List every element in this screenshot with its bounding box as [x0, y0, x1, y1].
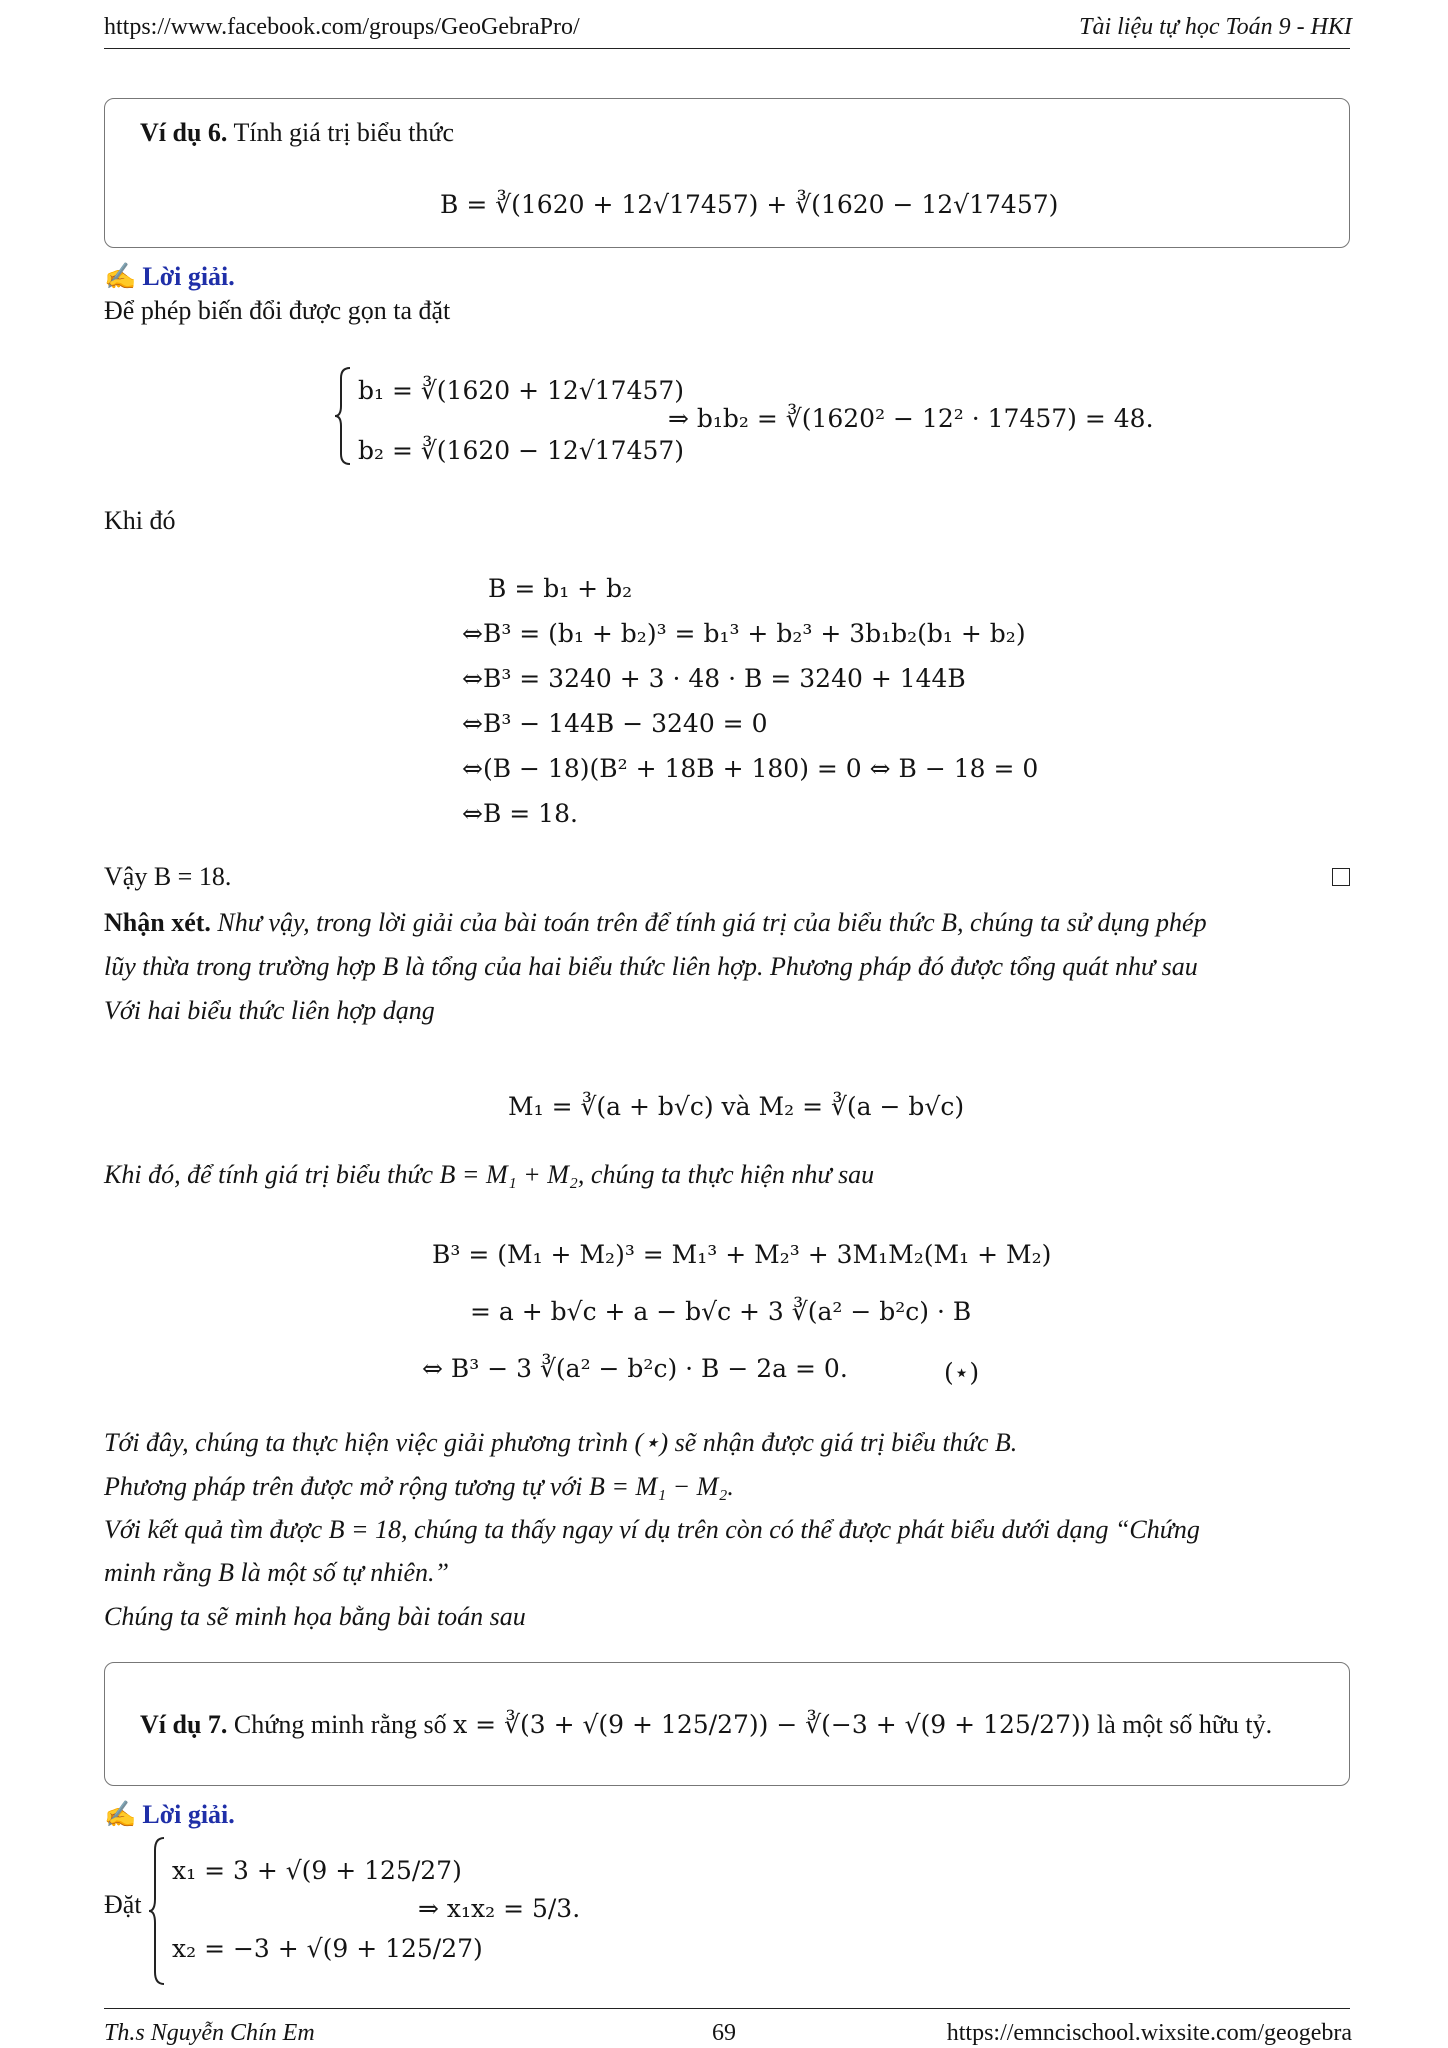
remark-after-2: Phương pháp trên được mở rộng tương tự với B = M₁ − M₂. [104, 1472, 734, 1501]
header-url[interactable]: https://www.facebook.com/groups/GeoGebraPro/ [104, 14, 580, 40]
b2-definition: b₂ = ∛(1620 − 12√17457) [358, 436, 685, 465]
conjugate-pair: M₁ = ∛(a + b√c) và M₂ = ∛(a − b√c) [508, 1092, 965, 1121]
pen-icon: ✍ [104, 1800, 137, 1829]
derivation-step: B = b₁ + b₂ [488, 574, 633, 603]
remark-after-1: Tới đây, chúng ta thực hiện việc giải phương trình (⋆) sẽ nhận được giá trị biểu thức B. [104, 1428, 1018, 1457]
header-rule [104, 48, 1350, 49]
example-7-tail: là một số hữu tỷ. [1097, 1710, 1273, 1739]
solution-6-label: Lời giải. [142, 262, 235, 291]
general-eq: B³ = (M₁ + M₂)³ = M₁³ + M₂³ + 3M₁M₂(M₁ + M₂) [432, 1240, 1052, 1269]
example-7-text: Chứng minh rằng số [233, 1710, 447, 1739]
solution-7-heading [104, 1800, 235, 1830]
remark-line-2: lũy thừa trong trường hợp B là tổng của hai biểu thức liên hợp. Phương pháp đó được tổng quát như sau [104, 952, 1198, 981]
example-6-formula: B = ∛(1620 + 12√17457) + ∛(1620 − 12√17457) [440, 190, 1059, 219]
remark-after-4: minh rằng B là một số tự nhiên.” [104, 1558, 449, 1587]
example-6-label: Ví dụ 6. [140, 118, 228, 147]
remark-label: Nhận xét. [104, 908, 211, 937]
derivation-step: ⇔B³ = 3240 + 3 · 48 · B = 3240 + 144B [462, 664, 966, 693]
remark-after-3: Với kết quả tìm được B = 18, chúng ta thấy ngay ví dụ trên còn có thể được phát biểu dưới dạng “Chứng [104, 1515, 1200, 1544]
page-number: 69 [712, 2020, 736, 2046]
derivation-step: ⇔(B − 18)(B² + 18B + 180) = 0 ⇔ B − 18 = 0 [462, 754, 1039, 783]
footer-site[interactable]: https://emncischool.wixsite.com/geogebra [946, 2020, 1352, 2046]
x1x2-product: ⇒ x₁x₂ = 5/3. [418, 1894, 581, 1923]
set-word: Đặt [104, 1890, 142, 1919]
derivation [462, 566, 1038, 836]
example-7-label: Ví dụ 7. [140, 1710, 228, 1739]
example-7-formula: x = ∛(3 + √(9 + 125/27)) − ∛(−3 + √(9 + 125/27)) [453, 1710, 1091, 1739]
qed-square-icon [1332, 868, 1350, 886]
solution-6-heading [104, 262, 235, 292]
star-tag: (⋆) [944, 1358, 980, 1387]
remark-line-1 [104, 908, 1354, 938]
derivation-step: ⇔B³ = (b₁ + b₂)³ = b₁³ + b₂³ + 3b₁b₂(b₁ + b₂) [462, 619, 1026, 648]
footer-rule [104, 2008, 1350, 2009]
pen-icon: ✍ [104, 262, 137, 291]
remark-line-4: Khi đó, để tính giá trị biểu thức B = M₁ + M₂, chúng ta thực hiện như sau [104, 1160, 875, 1189]
derivation-step: ⇔B = 18. [462, 799, 578, 828]
b1b2-product: ⇒ b₁b₂ = ∛(1620² − 12² · 17457) = 48. [668, 404, 1154, 433]
general-eq: = a + b√c + a − b√c + 3 ∛(a² − b²c) · B [470, 1297, 972, 1326]
remark-after-5: Chúng ta sẽ minh họa bằng bài toán sau [104, 1602, 526, 1631]
remark-line-3: Với hai biểu thức liên hợp dạng [104, 996, 435, 1025]
general-eq: ⇔ B³ − 3 ∛(a² − b²c) · B − 2a = 0. [422, 1354, 848, 1383]
footer-author: Th.s Nguyễn Chín Em [104, 2020, 315, 2046]
derivation-step: ⇔B³ − 144B − 3240 = 0 [462, 709, 768, 738]
x1-definition: x₁ = 3 + √(9 + 125/27) [172, 1856, 462, 1885]
then-text: Khi đó [104, 506, 176, 535]
header-title: Tài liệu tự học Toán 9 - HKI [1079, 14, 1352, 40]
solution-6-conclusion: Vậy B = 18. [104, 862, 232, 891]
example-6-text: Tính giá trị biểu thức [233, 118, 455, 147]
solution-6-intro: Để phép biến đổi được gọn ta đặt [104, 296, 451, 325]
system-brace [334, 366, 352, 466]
x2-definition: x₂ = −3 + √(9 + 125/27) [172, 1934, 483, 1963]
system-brace-2 [148, 1836, 166, 1986]
remark-text: Như vậy, trong lời giải của bài toán trên để tính giá trị của biểu thức B, chúng ta sử dụng phép [217, 908, 1207, 937]
solution-7-label: Lời giải. [142, 1800, 235, 1829]
b1-definition: b₁ = ∛(1620 + 12√17457) [358, 376, 685, 405]
example-6-statement [140, 118, 454, 148]
example-7-statement [140, 1710, 1272, 1740]
